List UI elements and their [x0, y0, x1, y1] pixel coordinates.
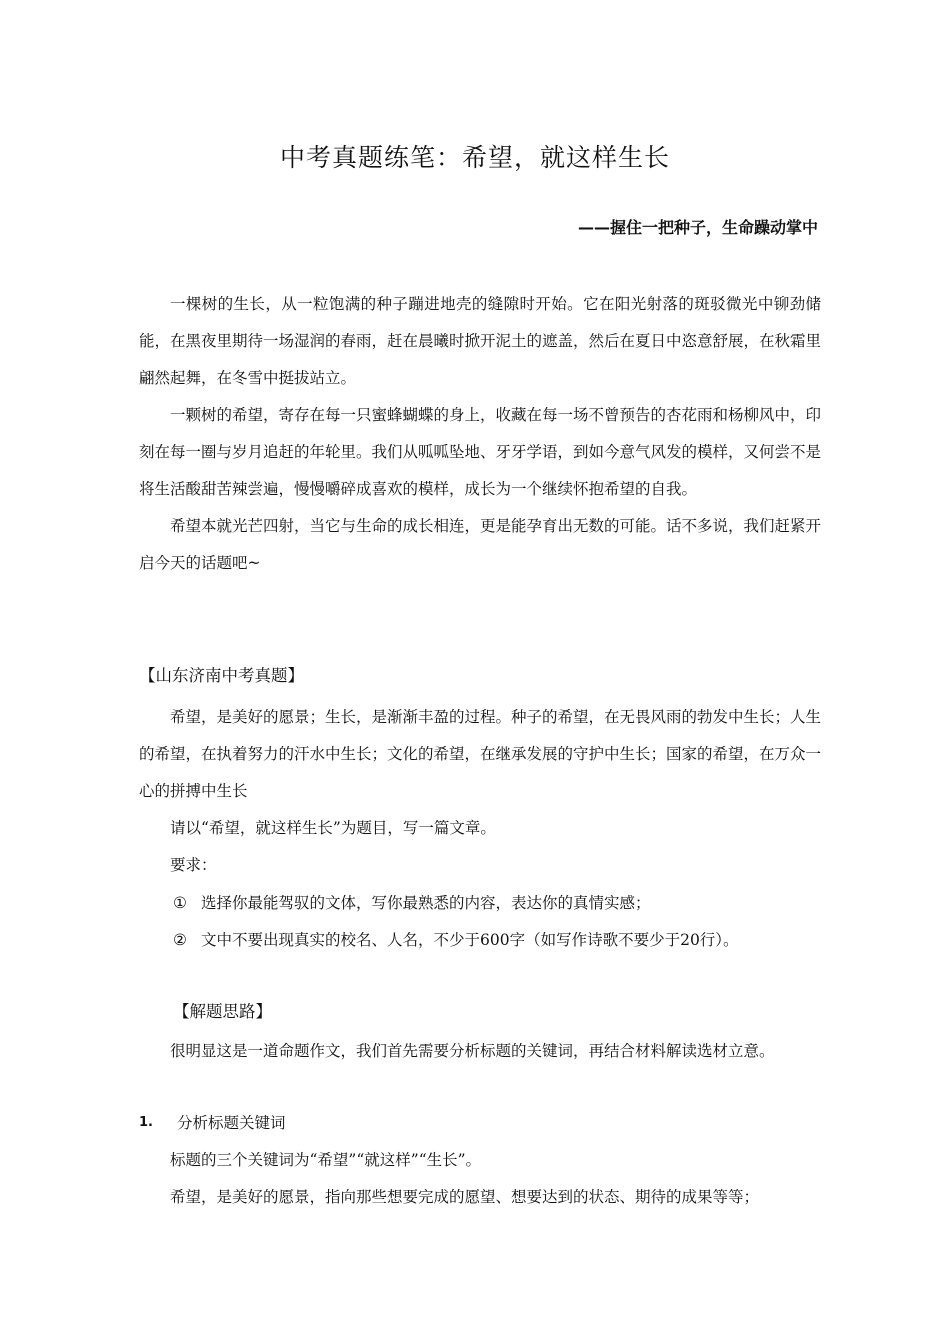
intro-paragraph: 一颗树的希望，寄存在每一只蜜蜂蝴蝶的身上，收藏在每一场不曾预告的杏花雨和杨柳风中，印刻在每一圈与岁月追赶的年轮里。我们从呱呱坠地、牙牙学语，到如今意气风发的模样，又何尝不是将生活酸甜苦辣尝遍，慢慢嚼碎成喜欢的模样，成长为一个继续怀抱希望的自我。	[139, 406, 822, 498]
numbered-item-text: 分析标题关键词	[177, 1114, 286, 1132]
analysis-paragraph: 很明显这是一道命题作文，我们首先需要分析标题的关键词，再结合材料解读选材立意。	[170, 1042, 775, 1060]
analysis-section	[139, 1033, 821, 1070]
keyword-paragraph: 标题的三个关键词为“希望”“就这样”“生长”。	[170, 1151, 482, 1169]
intro-paragraph: 希望本就光芒四射，当它与生命的成长相连，更是能孕育出无数的可能。话不多说，我们赶紧开启今天的话题吧~	[139, 517, 822, 572]
requirement-number: ②	[173, 931, 187, 949]
exam-paragraph: 请以“希望，就这样生长”为题目，写一篇文章。	[170, 819, 496, 837]
keyword-section	[139, 1142, 821, 1216]
exam-paragraph: 要求：	[170, 856, 217, 874]
document-subtitle: ——握住一把种子，生命躁动掌中	[577, 218, 818, 237]
keyword-paragraph: 希望，是美好的愿景，指向那些想要完成的愿望、想要达到的状态、期待的成果等等；	[170, 1188, 760, 1206]
numbered-item-number: 1.	[139, 1115, 153, 1130]
requirement-text: 文中不要出现真实的校名、人名，不少于600字（如写作诗歌不要少于20行）。	[201, 931, 739, 949]
exam-prompt-section	[139, 699, 821, 884]
requirements-list	[173, 885, 739, 959]
requirement-number: ①	[173, 894, 187, 912]
requirement-item	[173, 922, 739, 959]
exam-heading: 【山东济南中考真题】	[139, 666, 304, 685]
numbered-item	[139, 1108, 286, 1138]
intro-paragraph: 一棵树的生长，从一粒饱满的种子蹦进地壳的缝隙时开始。它在阳光射落的斑驳微光中铆劲储能，在黑夜里期待一场湿润的春雨，赶在晨曦时掀开泥土的遮盖，然后在夏日中恣意舒展，在秋霜里翩然起舞，在冬雪中挺拔站立。	[139, 295, 822, 387]
analysis-heading: 【解题思路】	[173, 1002, 272, 1021]
exam-paragraph: 希望，是美好的愿景；生长，是渐渐丰盈的过程。种子的希望，在无畏风雨的勃发中生长；人生的希望，在执着努力的汗水中生长；文化的希望，在继承发展的守护中生长；国家的希望，在万众一心的拼搏中生长	[139, 708, 822, 800]
requirement-item	[173, 885, 739, 922]
intro-section	[139, 286, 821, 582]
document-title: 中考真题练笔：希望，就这样生长	[279, 143, 670, 172]
requirement-text: 选择你最能驾驭的文体，写你最熟悉的内容，表达你的真情实感；	[201, 894, 651, 912]
